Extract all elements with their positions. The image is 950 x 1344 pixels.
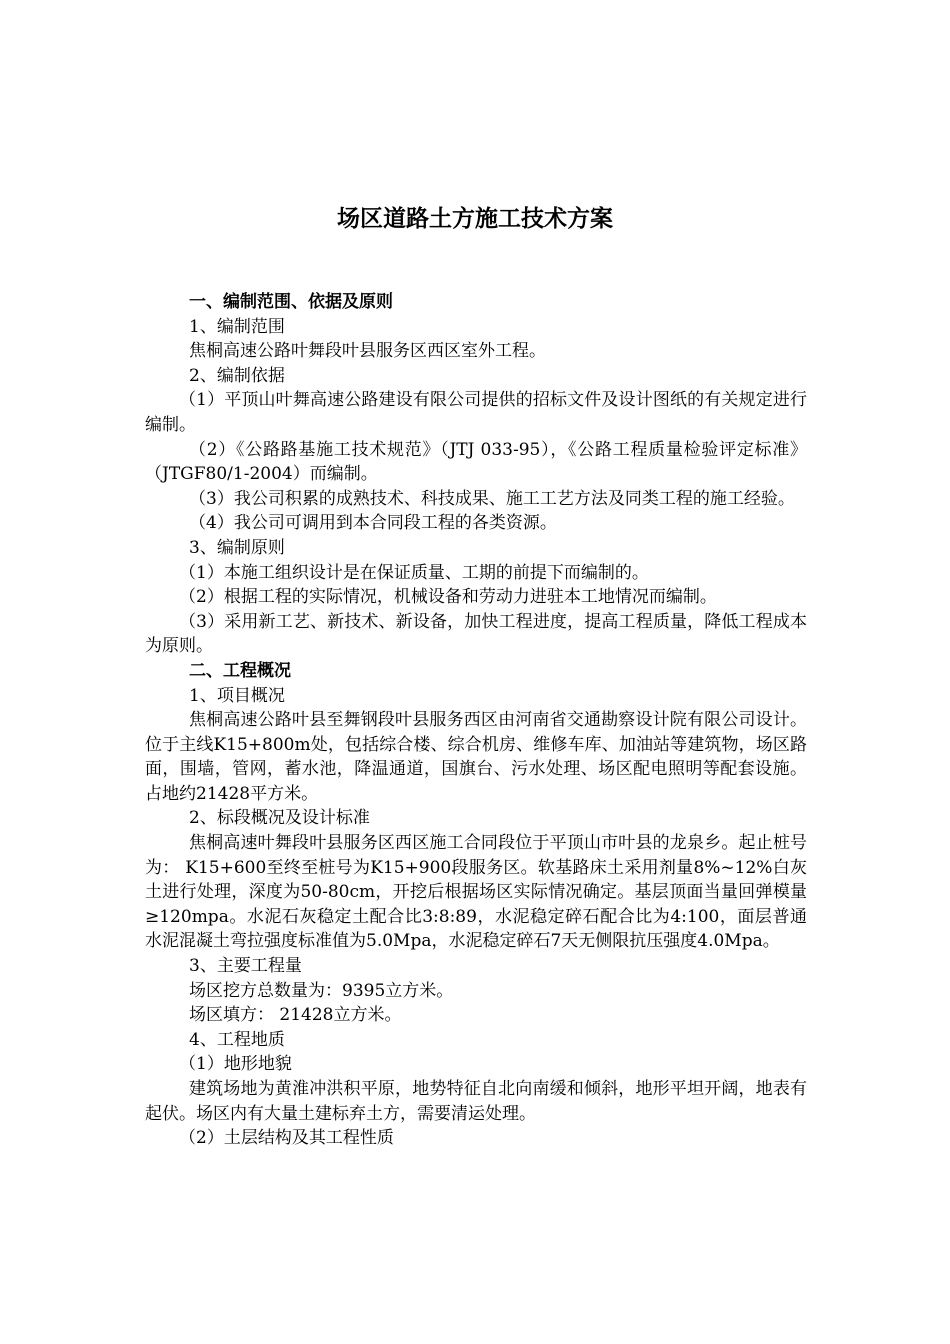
- subsection-heading: 2、标段概况及设计标准: [189, 808, 370, 829]
- list-item: （1）本施工组织设计是在保证质量、工期的前提下而编制的。: [179, 562, 649, 583]
- subsection-heading: 4、工程地质: [189, 1029, 285, 1050]
- list-item: （2）土层结构及其工程性质: [179, 1128, 394, 1149]
- paragraph: 焦桐高速公路叶县至舞钢段叶县服务西区由河南省交通勘察设计院有限公司设计。位于主线K15+800m处，包括综合楼、综合机房、维修车库、加油站等建筑物，场区路面，围墙，管网，蓄水池，降温通道，国旗台、污水处理、场区配电照明等配套设施。占地约21428平方米。: [145, 710, 807, 804]
- subsection-heading: 3、主要工程量: [189, 956, 302, 977]
- section-heading: 一、编制范围、依据及原则: [189, 292, 393, 312]
- list-item: （1）平顶山叶舞高速公路建设有限公司提供的招标文件及设计图纸的有关规定进行编制。: [145, 390, 807, 435]
- document-body: [145, 290, 807, 1151]
- paragraph: 场区挖方总数量为：9395立方米。: [189, 980, 454, 1001]
- section-heading: 二、工程概况: [189, 660, 291, 681]
- subsection-heading: 1、编制范围: [189, 316, 285, 337]
- subsection-heading: 2、编制依据: [189, 365, 285, 386]
- paragraph: 场区填方： 21428立方米。: [189, 1005, 402, 1026]
- list-item: （4）我公司可调用到本合同段工程的各类资源。: [189, 513, 557, 534]
- subsection-heading: 3、编制原则: [189, 537, 285, 558]
- subsection-heading: 1、项目概况: [189, 685, 285, 706]
- list-item: （2）根据工程的实际情况，机械设备和劳动力进驻本工地情况而编制。: [179, 587, 717, 608]
- paragraph: 焦桐高速公路叶舞段叶县服务区西区室外工程。: [189, 341, 546, 362]
- paragraph: 建筑场地为黄淮冲洪积平原，地势特征自北向南缓和倾斜，地形平坦开阔，地表有起伏。场区内有大量土建标弃土方，需要清运处理。: [145, 1079, 807, 1124]
- list-item: （2）《公路路基施工技术规范》（JTJ 033-95），《公路工程质量检验评定标准》（JTGF80/1-2004）而编制。: [145, 439, 807, 485]
- list-item: （3）我公司积累的成熟技术、科技成果、施工工艺方法及同类工程的施工经验。: [189, 488, 795, 509]
- paragraph: 焦桐高速叶舞段叶县服务区西区施工合同段位于平顶山市叶县的龙泉乡。起止桩号为： K15+600至终至桩号为K15+900段服务区。软基路床土采用剂量8%~12%白灰土进行处理，深度为50-80cm，开挖后根据场区实际情况确定。基层顶面当量回弹模量≥120mpa。水泥石灰稳定土配合比3:8:89，水泥稳定碎石配合比为4:100，面层普通水泥混凝土弯拉强度标准值为5.0Mpa，水泥稳定碎石7天无侧限抗压强度4.0Mpa。: [145, 833, 807, 952]
- list-item: （1）地形地貌: [179, 1054, 292, 1075]
- document-title: 场区道路土方施工技术方案: [337, 206, 613, 232]
- list-item: （3）采用新工艺、新技术、新设备，加快工程进度，提高工程质量，降低工程成本为原则。: [145, 611, 807, 657]
